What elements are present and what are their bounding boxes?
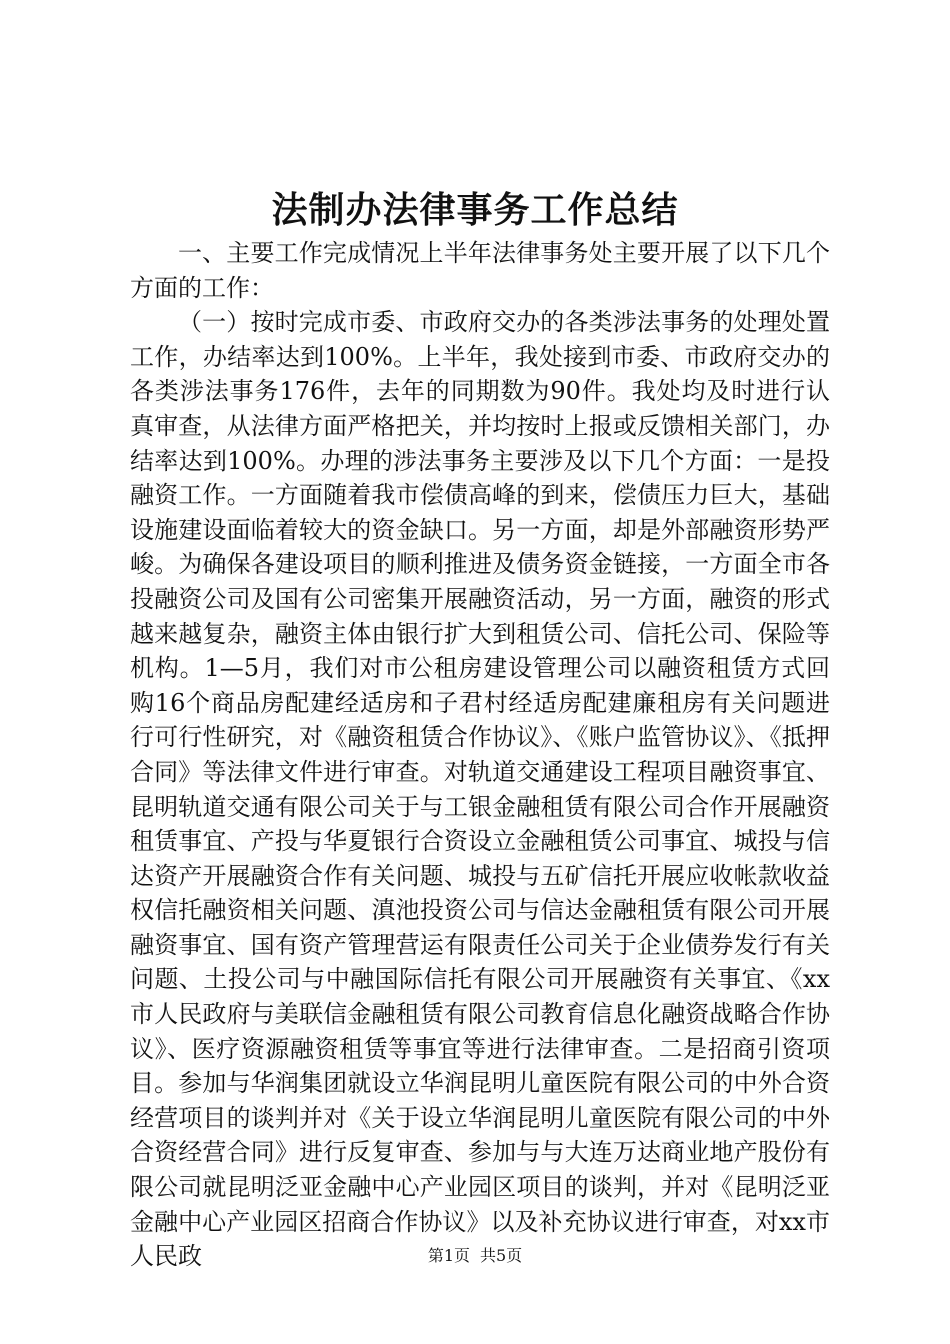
page-total: 共5页 <box>480 1246 523 1265</box>
document-body <box>130 236 830 1274</box>
paragraph-section-1: （一）按时完成市委、市政府交办的各类涉法事务的处理处置工作，办结率达到100%。上半年，我处接到市委、市政府交办的各类涉法事务176件，去年的同期数为90件。我处均及时进行认真审查，从法律方面严格把关，并均按时上报或反馈相关部门，办结率达到100%。办理的涉法事务主要涉及以下几个方面：一是投融资工作。一方面随着我市偿债高峰的到来，偿债压力巨大，基础设施建设面临着较大的资金缺口。另一方面，却是外部融资形势严峻。为确保各建设项目的顺利推进及债务资金链接，一方面全市各投融资公司及国有公司密集开展融资活动，另一方面，融资的形式越来越复杂，融资主体由银行扩大到租赁公司、信托公司、保险等机构。1—5月，我们对市公租房建设管理公司以融资租赁方式回购16个商品房配建经适房和子君村经适房配建廉租房有关问题进行可行性研究，对《融资租赁合作协议》、《账户监管协议》、《抵押合同》等法律文件进行审查。对轨道交通建设工程项目融资事宜、昆明轨道交通有限公司关于与工银金融租赁有限公司合作开展融资租赁事宜、产投与华夏银行合资设立金融租赁公司事宜、城投与信达资产开展融资合作有关问题、城投与五矿信托开展应收帐款收益权信托融资相关问题、滇池投资公司与信达金融租赁有限公司开展融资事宜、国有资产管理营运有限责任公司关于企业债券发行有关问题、土投公司与中融国际信托有限公司开展融资有关事宜、《xx市人民政府与美联信金融租赁有限公司教育信息化融资战略合作协议》、医疗资源融资租赁等事宜等进行法律审查。二是招商引资项目。参加与华润集团就设立华润昆明儿童医院有限公司的中外合资经营项目的谈判并对《关于设立华润昆明儿童医院有限公司的中外合资经营合同》进行反复审查、参加与与大连万达商业地产股份有限公司就昆明泛亚金融中心产业园区项目的谈判，并对《昆明泛亚金融中心产业园区招商合作协议》以及补充协议进行审查，对xx市人民政 <box>130 308 830 1271</box>
document-title: 法制办法律事务工作总结 <box>271 189 679 231</box>
paragraph-intro: 一、主要工作完成情况上半年法律事务处主要开展了以下几个方面的工作： <box>130 239 830 302</box>
page-footer <box>0 1244 950 1268</box>
page-number: 第1页 <box>427 1246 470 1265</box>
